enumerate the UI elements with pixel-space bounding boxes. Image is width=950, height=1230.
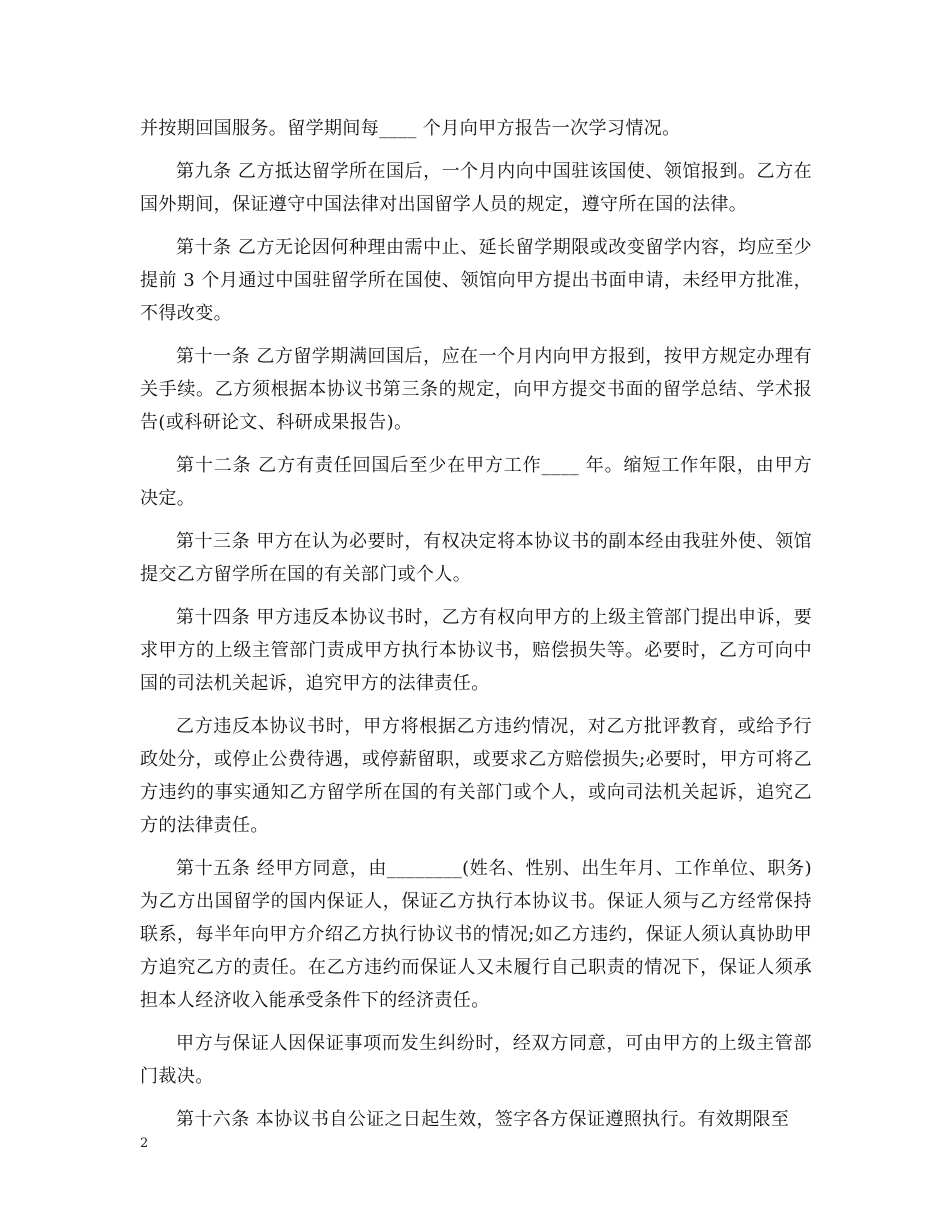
paragraph-article-12: 第十二条 乙方有责任回国后至少在甲方工作____ 年。缩短工作年限，由甲方决定。 <box>140 455 812 509</box>
document-body <box>140 112 812 1146</box>
paragraph-article-16: 第十六条 本协议书自公证之日起生效，签字各方保证遵照执行。有效期限至 <box>176 1109 790 1130</box>
paragraph-article-11: 第十一条 乙方留学期满回国后，应在一个月内向甲方报到，按甲方规定办理有关手续。乙方须根据本协议书第三条的规定，向甲方提交书面的留学总结、学术报告(或科研论文、科研成果报告)。 <box>140 346 812 433</box>
paragraph-article-9: 第九条 乙方抵达留学所在国后，一个月内向中国驻该国使、领馆报到。乙方在国外期间，保证遵守中国法律对出国留学人员的规定，遵守所在国的法律。 <box>140 161 812 215</box>
page-number: 2 <box>140 1136 149 1151</box>
paragraph-article-15: 第十五条 经甲方同意，由________(姓名、性别、出生年月、工作单位、职务)为乙方出国留学的国内保证人，保证乙方执行本协议书。保证人须与乙方经常保持联系，每半年向甲方介绍乙方执行协议书的情况;如乙方违约，保证人须认真协助甲方追究乙方的责任。在乙方违约而保证人又未履行自己职责的情况下，保证人须承担本人经济收入能承受条件下的经济责任。 <box>140 858 812 1011</box>
paragraph-article-13: 第十三条 甲方在认为必要时，有权决定将本协议书的副本经由我驻外使、领馆提交乙方留学所在国的有关部门或个人。 <box>140 531 812 585</box>
paragraph-article-14: 第十四条 甲方违反本协议书时，乙方有权向甲方的上级主管部门提出申诉，要求甲方的上级主管部门责成甲方执行本协议书，赔偿损失等。必要时，乙方可向中国的司法机关起诉，追究甲方的法律责任。 <box>140 607 812 694</box>
paragraph-article-10: 第十条 乙方无论因何种理由需中止、延长留学期限或改变留学内容，均应至少提前 3 个月通过中国驻留学所在国使、领馆向甲方提出书面申请，未经甲方批准，不得改变。 <box>140 237 812 324</box>
paragraph-guarantor-dispute: 甲方与保证人因保证事项而发生纠纷时，经双方同意，可由甲方的上级主管部门裁决。 <box>140 1033 812 1087</box>
paragraph-party-b-breach: 乙方违反本协议书时，甲方将根据乙方违约情况，对乙方批评教育，或给予行政处分，或停止公费待遇，或停薪留职，或要求乙方赔偿损失;必要时，甲方可将乙方违约的事实通知乙方留学所在国的有关部门或个人，或向司法机关起诉，追究乙方的法律责任。 <box>140 716 812 836</box>
paragraph-continuation: 并按期回国服务。留学期间每____ 个月向甲方报告一次学习情况。 <box>140 118 681 139</box>
